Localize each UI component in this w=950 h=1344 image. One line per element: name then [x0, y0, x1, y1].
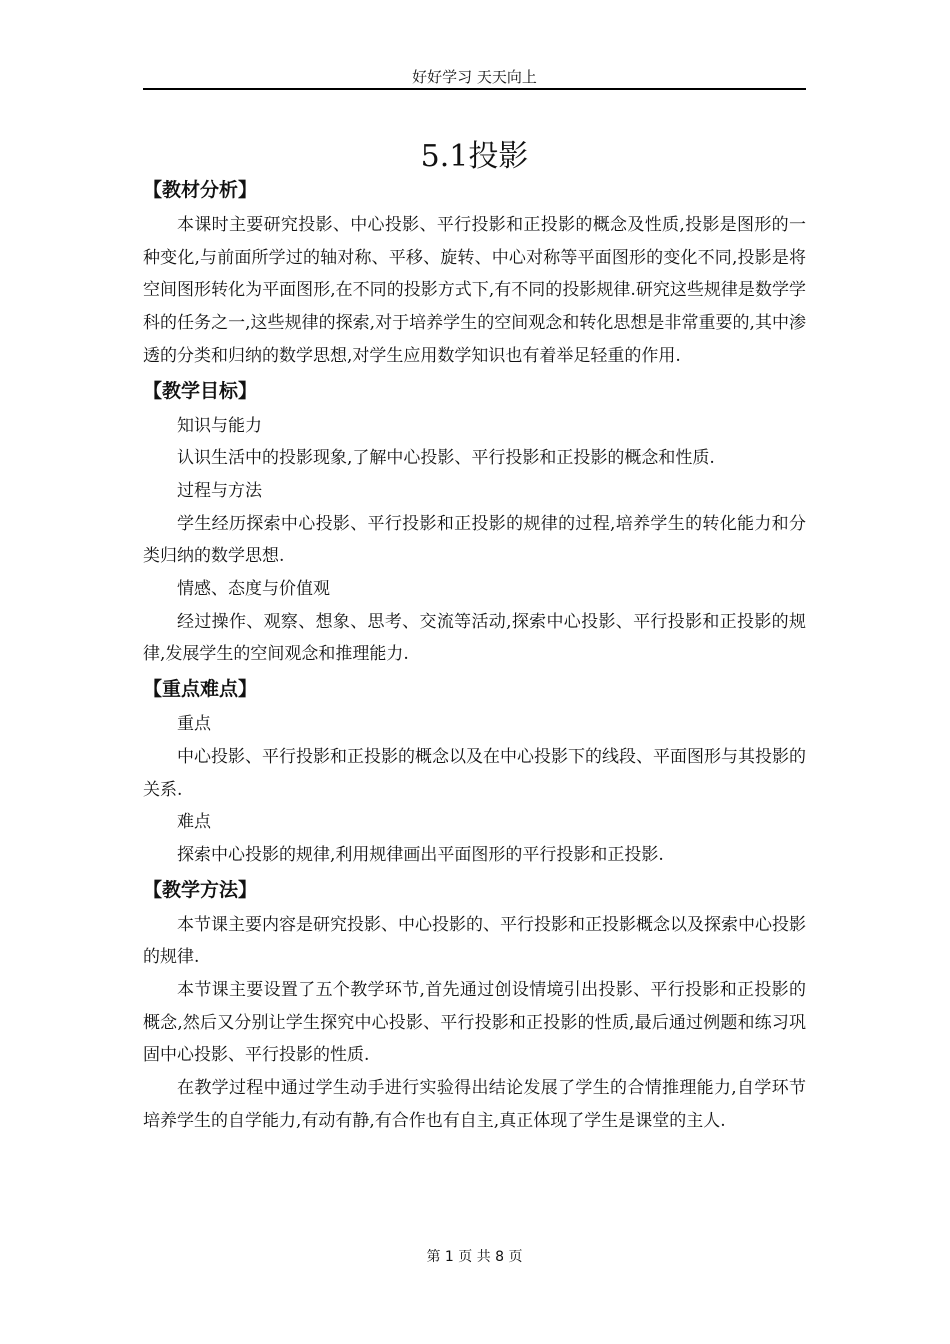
goals-paragraph-process: 学生经历探索中心投影、平行投影和正投影的规律的过程,培养学生的转化能力和分类归纳的数学思想. — [143, 513, 806, 567]
page-title: 5.1投影 — [420, 139, 529, 175]
keypoints-paragraph-key: 中心投影、平行投影和正投影的概念以及在中心投影下的线段、平面图形与其投影的关系. — [143, 746, 806, 800]
section-heading-goals: 【教学目标】 — [143, 379, 258, 402]
section-heading-analysis: 【教材分析】 — [143, 179, 258, 201]
keypoints-subheading-key: 重点 — [177, 714, 211, 735]
page-header: 好好学习 天天向上 — [412, 68, 537, 86]
section-heading-keypoints: 【重点难点】 — [143, 678, 258, 701]
goals-subheading-process: 过程与方法 — [177, 480, 262, 501]
methods-paragraph-1: 本节课主要内容是研究投影、中心投影的、平行投影和正投影概念以及探索中心投影的规律. — [143, 914, 806, 968]
analysis-paragraph: 本课时主要研究投影、中心投影、平行投影和正投影的概念及性质,投影是图形的一种变化,与前面所学过的轴对称、平移、旋转、中心对称等平面图形的变化不同,投影是将空间图形转化为平面图形,在不同的投影方式下,有不同的投影规律.研究这些规律是数学学科的任务之一,这些规律的探索,对于培养学生的空间观念和转化思想是非常重要的,其中渗透的分类和归纳的数学思想,对学生应用数学知识也有着举足轻重的作用. — [143, 215, 806, 366]
goals-paragraph-knowledge: 认识生活中的投影现象,了解中心投影、平行投影和正投影的概念和性质. — [177, 448, 715, 469]
page-footer: 第 1 页 共 8 页 — [426, 1249, 523, 1265]
header-rule — [143, 88, 806, 90]
document-body — [143, 172, 806, 1138]
goals-subheading-attitude: 情感、态度与价值观 — [177, 579, 330, 600]
methods-paragraph-3: 在教学过程中通过学生动手进行实验得出结论发展了学生的合情推理能力,自学环节培养学生的自学能力,有动有静,有合作也有自主,真正体现了学生是课堂的主人. — [143, 1078, 806, 1131]
goals-subheading-knowledge: 知识与能力 — [177, 415, 262, 436]
keypoints-subheading-difficult: 难点 — [177, 812, 211, 833]
section-heading-methods: 【教学方法】 — [143, 878, 258, 901]
methods-paragraph-2: 本节课主要设置了五个教学环节,首先通过创设情境引出投影、平行投影和正投影的概念,然后又分别让学生探究中心投影、平行投影和正投影的性质,最后通过例题和练习巩固中心投影、平行投影的性质. — [143, 980, 806, 1066]
keypoints-paragraph-difficult: 探索中心投影的规律,利用规律画出平面图形的平行投影和正投影. — [177, 844, 664, 865]
goals-paragraph-attitude: 经过操作、观察、想象、思考、交流等活动,探索中心投影、平行投影和正投影的规律,发展学生的空间观念和推理能力. — [143, 611, 806, 665]
